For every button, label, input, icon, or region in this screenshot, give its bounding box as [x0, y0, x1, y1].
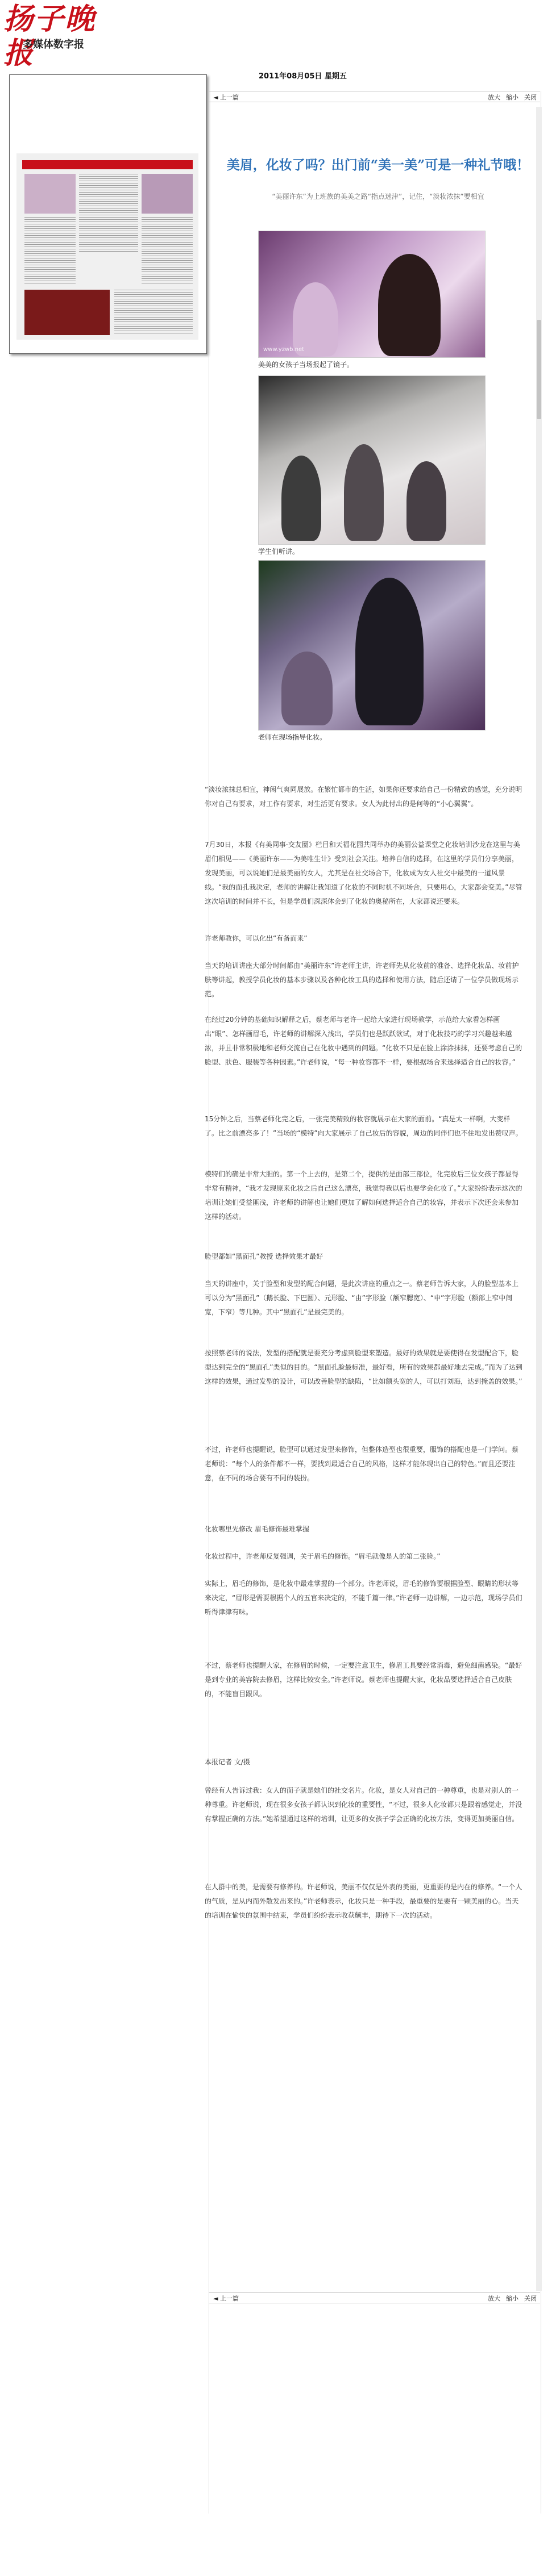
date-line: 2011年08月05日 星期五 [259, 72, 347, 81]
photo-caption-1: 美美的女孩子当场报起了镜子。 [258, 361, 354, 369]
article-photo-1 [258, 231, 486, 358]
article-paragraph: 当天的培训讲座大部分时间都由“美丽许东”许老师主讲，许老师先从化妆前的准备、选择化妆品、妆前护肤等讲起，教授学员化妆的基本步骤以及各种化妆工具的选择和使用方法，随后还请了一位学员做现场示范。 [205, 962, 519, 998]
scrollbar-thumb[interactable] [537, 320, 541, 419]
prev-label: 上一篇 [219, 94, 239, 101]
thumbnail-text-block [79, 174, 138, 253]
prev-article-link[interactable]: ◄ 上一篇 [213, 2295, 239, 2302]
article-paragraph: 化妆过程中，许老师反复强调，关于眉毛的修饰。“眉毛就像是人的第二张脸。” [205, 1552, 441, 1560]
zoom-in-button[interactable]: 放大 [488, 94, 500, 101]
article-paragraph: 实际上，眉毛的修饰，是化妆中最难掌握的一个部分。许老师说，眉毛的修饰要根据脸型、眼睛的形状等来决定，“眉形是需要根据个人的五官来决定的，不能千篇一律。”许老师一边讲解，一边示范，现场学员们听得津津有味。 [205, 1580, 522, 1616]
zoom-in-button[interactable]: 放大 [488, 2295, 500, 2302]
photo-figure [293, 282, 338, 356]
zoom-out-button[interactable]: 缩小 [506, 2295, 518, 2302]
article-photo-3 [258, 560, 486, 730]
photo-figure [344, 444, 384, 541]
prev-article-link[interactable]: ◄ 上一篇 [213, 94, 239, 101]
thumbnail-text-block [142, 217, 193, 285]
article-byline: 本报记者 文/摄 [205, 1758, 250, 1766]
article-paragraph: 按照蔡老师的说法，发型的搭配就是要充分考虑到脸型来塑造。最好的效果就是要使得在发型配合下，脸型达到完全的“黑面孔”类似的目的。“黑面孔脸最标准，最好看，所有的效果都最好地去完成。”而为了达到这样的效果，通过发型的设计，可以改善脸型的缺陷，“比如额头宽的人，可以打刘海，达到掩盖的效果。” [205, 1349, 522, 1385]
article-title: 美眉，化妆了吗？出门前“美一美”可是一种礼节哦！ [226, 157, 530, 173]
article-photo-2 [258, 375, 486, 545]
close-button[interactable]: 关闭 [524, 2295, 537, 2302]
bottom-toolbar [209, 2292, 540, 2303]
article-paragraph: 当天的讲座中，关于脸型和发型的配合问题，是此次讲座的重点之一。蔡老师告诉大家，人的脸型基本上可以分为“黑面孔”（鹅长脸、下巴圆）、元形脸、“由”字形脸（额窄腮宽）、“申”字形脸（额部上窄中间宽，下窄）等几种。其中“黑面孔”是最完美的。 [205, 1280, 519, 1316]
article-paragraph: “淡妆浓抹总相宜，神闲气爽同展放。在繁忙都市的生活，如果你还要求给自己一份精致的感觉，充分说明你对自己有要求，对工作有要求，对生活更有要求。女人为此付出的是何等的“小心翼翼”。 [205, 786, 522, 808]
article-subtitle: “美丽许东”为上班族的美美之路“指点迷津”，记住，“淡妆浓抹”要相宜 [272, 193, 484, 201]
article-paragraph: 在人群中的美，是需要有修养的。许老师说，美丽不仅仅是外表的美丽，更重要的是内在的修养。“一个人的气质，是从内而外散发出来的。”许老师表示，化妆只是一种手段，最重要的是要有一颗美丽的心。当天的培训在愉快的氛围中结束，学员们纷纷表示收获颇丰，期待下一次的活动。 [205, 1883, 522, 1919]
article-paragraph: 模特们的确是非常大胆的。第一个上去的，是第二个，提供的是面部三部位，化完妆后三位女孩子都显得非常有精神，“我才发现原来化妆之后自己这么漂亮，我觉得我以后也要学会化妆了。”大家纷纷表示这次的培训让她们受益匪浅，许老师的讲解也让她们更加了解如何选择适合自己的妆容，并表示下次还会来参加这样的活动。 [205, 1170, 522, 1221]
photo-figure [281, 456, 321, 541]
prev-label: 上一篇 [219, 2295, 239, 2302]
logo-text: 扬子晚报 [3, 2, 96, 70]
article-paragraph: 在经过20分钟的基础知识解释之后，蔡老师与老许一起给大家进行现场教学，示范给大家看怎样画出“眼”、怎样画眉毛，许老师的讲解深入浅出，学员们也是跃跃欲试，对于化妆技巧的学习兴趣越来越浓，并且非常积极地和老师交流自己在化妆中遇到的问题。“化妆不只是在脸上涂涂抹抹，还要考虑自己的脸型、肤色、服装等各种因素。”许老师说，“每一种妆容都不一样，要根据场合来选择适合自己的妆容。” [205, 1016, 522, 1066]
article-paragraph: 不过，许老师也提醒说，脸型可以通过发型来修饰，但整体造型也很重要，服饰的搭配也是一门学问。蔡老师说：“每个人的条件都不一样，要找到最适合自己的风格，这样才能体现出自己的特色。”而且还要注意，在不同的场合要有不同的装扮。 [205, 1446, 519, 1482]
thumbnail-photo [142, 174, 193, 214]
thumbnail-photo [24, 174, 76, 214]
photo-figure [355, 578, 424, 725]
thumbnail-headline-bar [22, 160, 193, 169]
article-section-heading: 脸型都如“黑面孔”教授 选择效果才最好 [205, 1252, 323, 1260]
close-button[interactable]: 关闭 [524, 94, 537, 101]
article-section-heading: 许老师教你，可以化出“有备而来” [205, 934, 308, 942]
thumbnail-page-image [16, 153, 198, 340]
thumbnail-text-block [24, 217, 76, 285]
top-toolbar [209, 91, 540, 102]
logo-subtitle: 多媒体数字报 [23, 39, 84, 51]
article-paragraph: 7月30日，本报《有美同事·交友圈》栏目和天福花园共同举办的美丽公益课堂之化妆培训沙龙在这里与美眉们相见——《美丽许东——为美唯生计》受到社会关注。培养自信的选择，在这里的学员们分享美丽，发现美丽，可以说她们是最美丽的女人，尤其是在社交场合下，化妆成为女人社交中最美的一道风景线。“我的面孔我决定，老师的讲解让我知道了化妆的不同时机不同场合，只要用心，大家都会变美。”尽管这次培训的时间并不长，但是学员们深深体会到了化妆的奥秘所在，大家都说还要来。 [205, 841, 522, 905]
article-paragraph: 15分钟之后，当蔡老师化完之后，一张完美精致的妆容就展示在大家的面前。“真是太一样啊，大变样了。比之前漂亮多了！”当场的“模特”向大家展示了自己妆后的容貌，周边的同伴们也不住地发出赞叹声。 [205, 1115, 522, 1137]
article-scrollbar[interactable] [536, 107, 542, 2291]
article-paragraph: 曾经有人告诉过我：女人的面子就是她们的社交名片。化妆，是女人对自己的一种尊重，也是对别人的一种尊重。许老师说，现在很多女孩子都认识到化妆的重要性，“不过，很多人化妆都只是跟着感觉走，并没有掌握正确的方法。”她希望通过这样的培训，让更多的女孩子学会正确的化妆方法，变得更加美丽自信。 [205, 1786, 522, 1823]
photo-watermark: www.yzwb.net [263, 346, 305, 353]
article-section-heading: 化妆哪里先修改 眉毛修饰最难掌握 [205, 1525, 309, 1533]
article-paragraph: 不过，蔡老师也提醒大家，在修眉的时候，一定要注意卫生，修眉工具要经常消毒，避免细菌感染。“最好是到专业的美容院去修眉，这样比较安全。”许老师说。蔡老师也提醒大家，化妆品要选择适合自己皮肤的，不能盲目跟风。 [205, 1661, 522, 1698]
photo-figure [406, 461, 446, 541]
page-thumbnail[interactable] [9, 74, 207, 354]
photo-figure [378, 254, 441, 356]
masthead-logo[interactable] [3, 2, 117, 70]
thumbnail-advert [24, 290, 110, 335]
thumbnail-text-block [114, 290, 193, 335]
photo-figure [281, 652, 333, 725]
photo-caption-3: 老师在现场指导化妆。 [258, 733, 327, 741]
photo-caption-2: 学生们听讲。 [258, 548, 300, 556]
zoom-out-button[interactable]: 缩小 [506, 94, 518, 101]
